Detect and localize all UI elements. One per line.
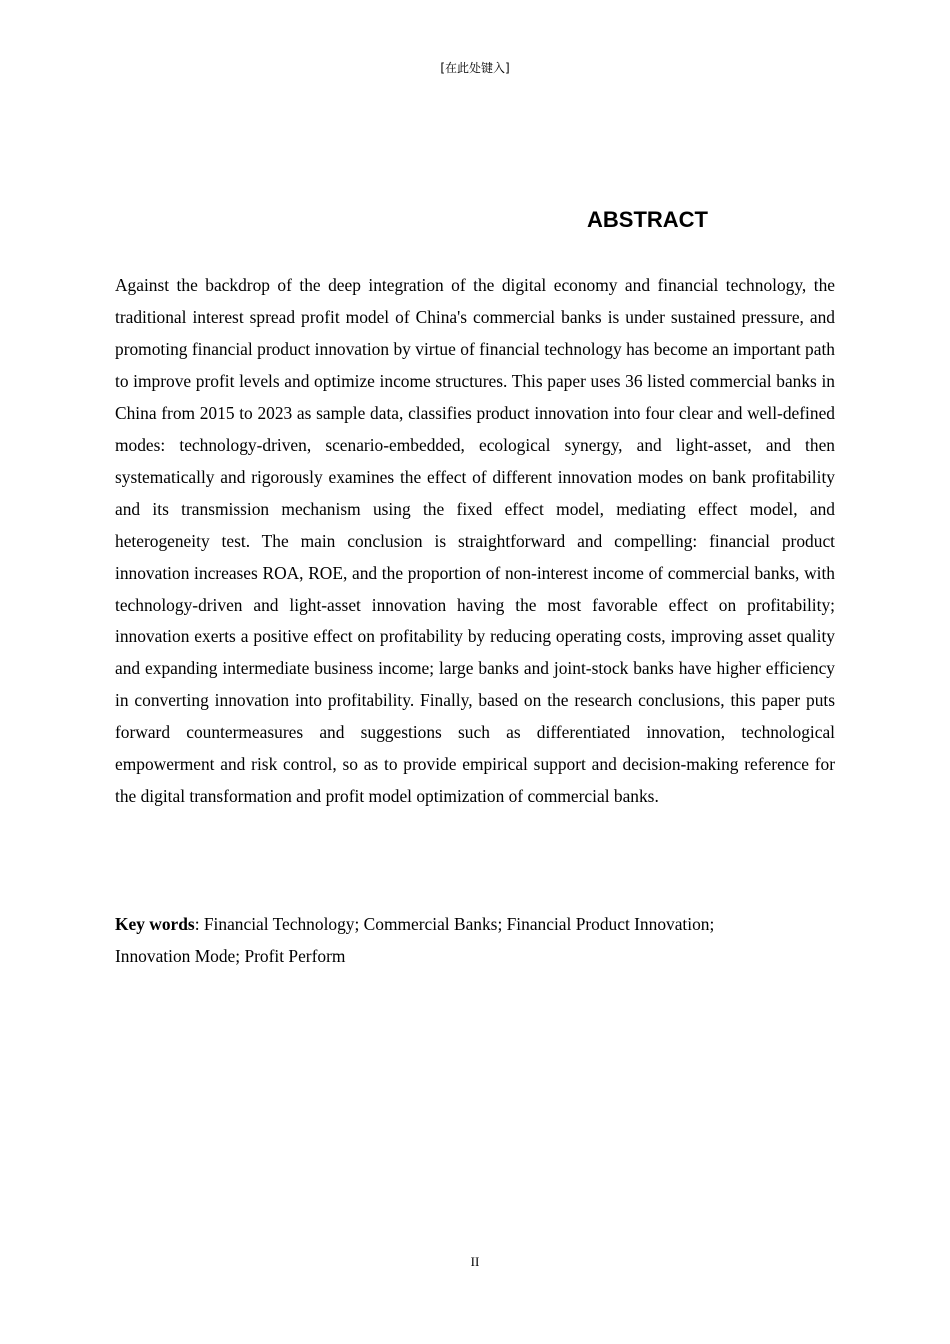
page-header [0, 60, 950, 76]
keywords-label: Key words [115, 914, 195, 934]
keywords-line-2: Innovation Mode; Profit Perform [115, 946, 346, 966]
keywords-line-1: Financial Technology; Commercial Banks; Financial Product Innovation; [203, 914, 715, 934]
abstract-title: ABSTRACT [587, 207, 708, 232]
keywords-paragraph [115, 908, 835, 972]
header-placeholder-text: [在此处键入] [440, 61, 510, 75]
page-number: II [470, 1254, 480, 1269]
keywords-separator: : [194, 914, 204, 934]
abstract-body: Against the backdrop of the deep integration of the digital economy and financial technology, the traditional interest spread profit model of China's commercial banks is under sustained pressure, and promoting financial product innovation by virtue of financial technology has become an important path to improve profit levels and optimize income structures. This paper uses 36 listed commercial banks in China from 2015 to 2023 as sample data, classifies product innovation into four clear and well-defined modes: technology-driven, scenario-embedded, ecological synergy, and light-asset, and then systematically and rigorously examines the effect of different innovation modes on bank profitability and its transmission mechanism using the fixed effect model, mediating effect model, and heterogeneity test. The main conclusion is straightforward and compelling: financial product innovation increases ROA, ROE, and the proportion of non-interest income of commercial banks, with technology-driven and light-asset innovation having the most favorable effect on profitability; innovation exerts a positive effect on profitability by reducing operating costs, improving asset quality and expanding intermediate business income; large banks and joint-stock banks have higher efficiency in converting innovation into profitability. Finally, based on the research conclusions, this paper puts forward countermeasures and suggestions such as differentiated innovation, technological empowerment and risk control, so as to provide empirical support and decision-making reference for the digital transformation and profit model optimization of commercial banks. [115, 275, 835, 807]
